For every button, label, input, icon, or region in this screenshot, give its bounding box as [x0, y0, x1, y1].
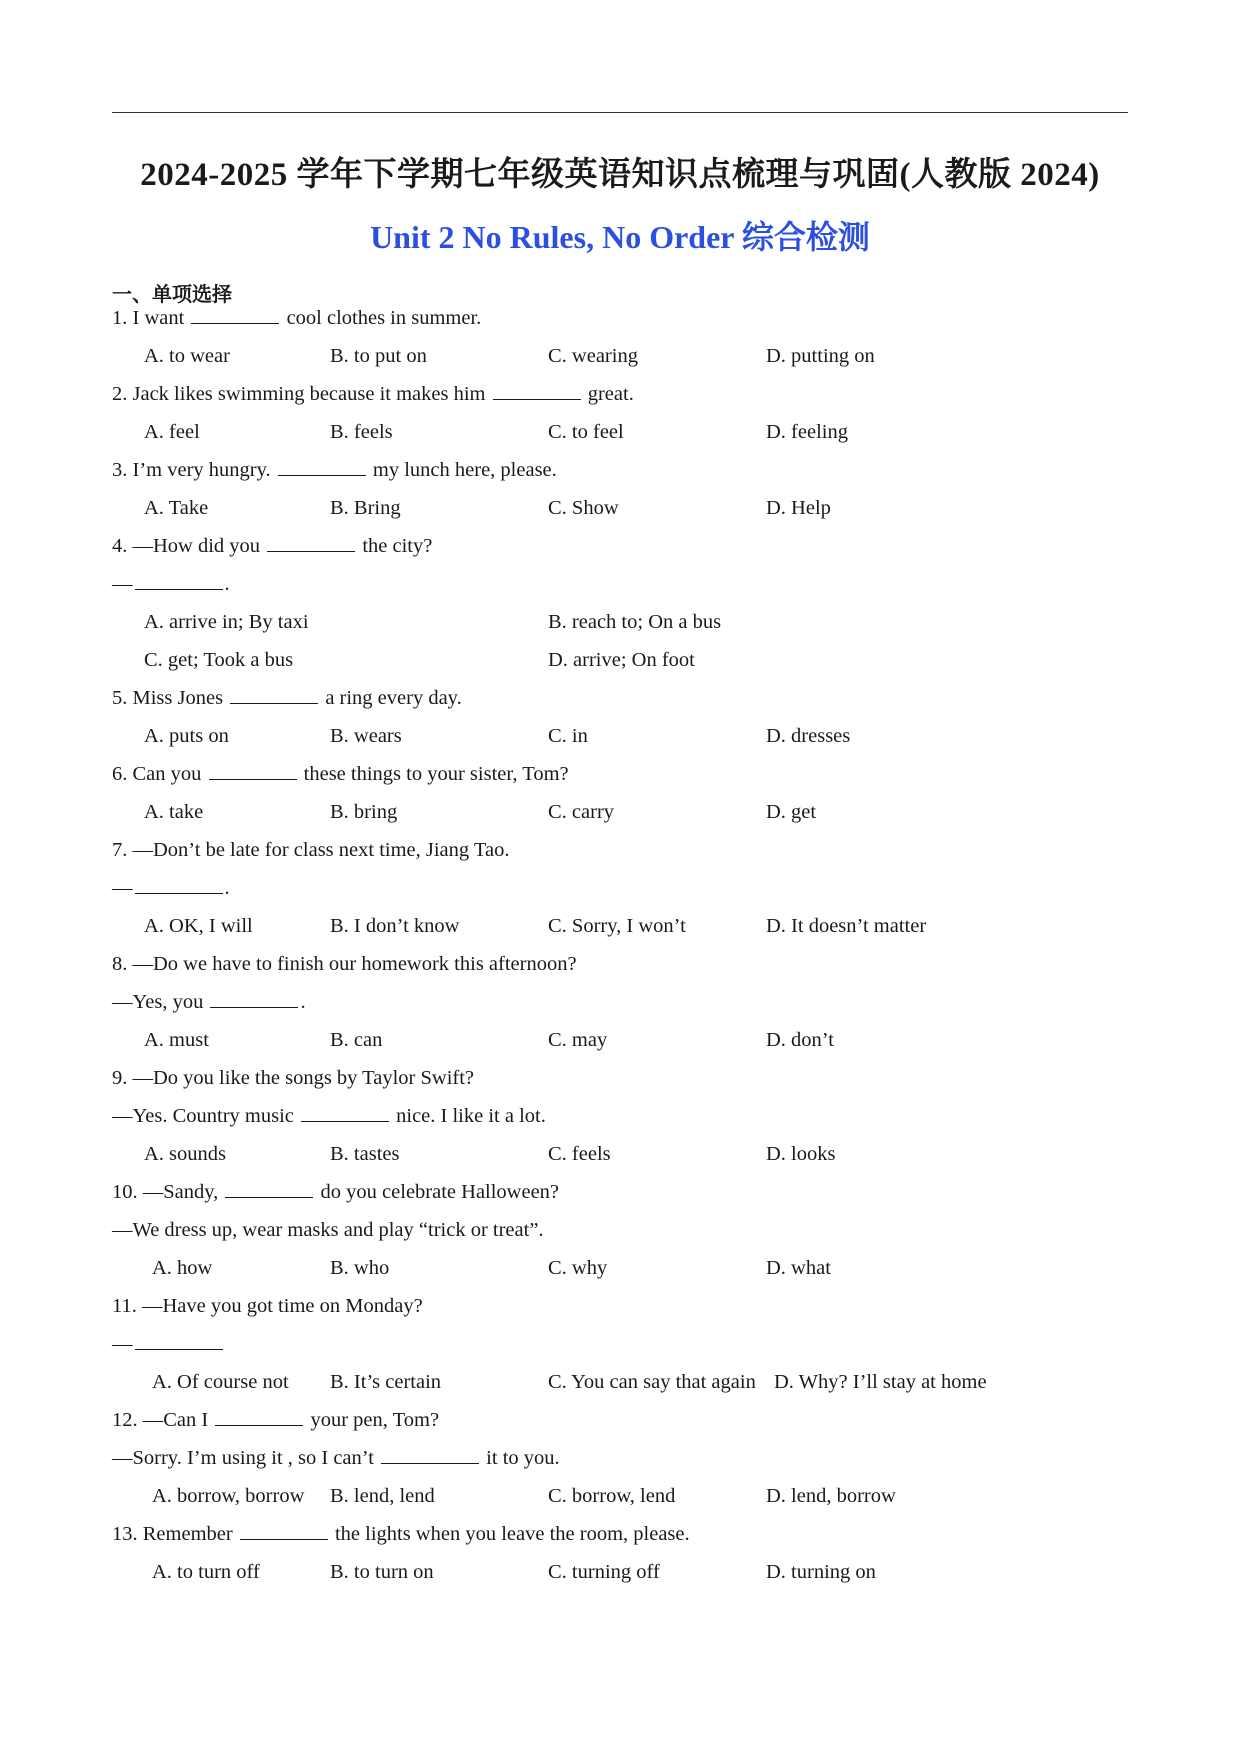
option-b: B. I don’t know — [330, 915, 460, 937]
question-stem: 8. —Do we have to finish our homework this afternoon? — [112, 953, 577, 975]
answer-blank — [135, 875, 223, 894]
answer-blank — [381, 1445, 479, 1464]
option-a: A. to turn off — [152, 1561, 260, 1583]
option-d: D. get — [766, 801, 817, 823]
option-a: A. feel — [144, 421, 200, 443]
answer-blank — [210, 989, 298, 1008]
section-title: 一、单项选择 — [112, 284, 232, 306]
page-subtitle: Unit 2 No Rules, No Order 综合检测 — [370, 219, 870, 255]
option-a: A. must — [144, 1029, 209, 1051]
option-a: A. Take — [144, 497, 209, 519]
answer-blank — [209, 761, 297, 780]
answer-blank — [135, 1331, 223, 1350]
option-d: D. putting on — [766, 345, 875, 367]
option-c: C. Show — [548, 497, 619, 519]
option-c: C. wearing — [548, 345, 638, 367]
answer-blank — [240, 1521, 328, 1540]
option-c: C. feels — [548, 1143, 611, 1165]
question-reply: —Sorry. I’m using it , so I can’t it to you. — [112, 1447, 560, 1469]
option-c: C. carry — [548, 801, 615, 823]
option-c: C. why — [548, 1257, 608, 1279]
option-d: D. don’t — [766, 1029, 834, 1051]
option-b: B. wears — [330, 725, 402, 747]
question-reply: — — [112, 1330, 225, 1358]
option-b: B. can — [330, 1029, 383, 1051]
option-c: C. get; Took a bus — [144, 649, 294, 671]
question-stem: 7. —Don’t be late for class next time, Jiang Tao. — [112, 839, 510, 861]
answer-blank — [215, 1407, 303, 1426]
question-stem: 11. —Have you got time on Monday? — [112, 1295, 423, 1317]
option-a: A. OK, I will — [144, 915, 253, 937]
option-b: B. lend, lend — [330, 1485, 435, 1507]
option-d: D. feeling — [766, 421, 848, 443]
question-reply: — . — [112, 877, 230, 899]
question-stem: 6. Can you these things to your sister, Tom? — [112, 763, 569, 785]
option-b: B. bring — [330, 801, 398, 823]
option-d: D. Why? I’ll stay at home — [774, 1371, 987, 1393]
question-stem: 3. I’m very hungry. my lunch here, please. — [112, 459, 557, 481]
option-b: B. who — [330, 1257, 390, 1279]
option-d: D. lend, borrow — [766, 1485, 896, 1507]
question-reply: — . — [112, 573, 230, 595]
question-stem: 2. Jack likes swimming because it makes him great. — [112, 383, 634, 405]
option-a: A. puts on — [144, 725, 229, 747]
option-a: A. to wear — [144, 345, 230, 367]
option-d: D. dresses — [766, 725, 851, 747]
answer-blank — [278, 457, 366, 476]
option-d: D. what — [766, 1257, 831, 1279]
option-d: D. It doesn’t matter — [766, 915, 927, 937]
option-a: A. sounds — [144, 1143, 227, 1165]
option-b: B. to put on — [330, 345, 427, 367]
page-title: 2024-2025 学年下学期七年级英语知识点梳理与巩固(人教版 2024) — [140, 157, 1100, 193]
option-a: A. arrive in; By taxi — [144, 611, 309, 633]
question-stem: 5. Miss Jones a ring every day. — [112, 687, 462, 709]
option-b: B. reach to; On a bus — [548, 611, 722, 633]
option-b: B. to turn on — [330, 1561, 434, 1583]
option-a: A. borrow, borrow — [152, 1485, 305, 1507]
question-stem: 9. —Do you like the songs by Taylor Swift? — [112, 1067, 475, 1089]
question-reply: —Yes. Country music nice. I like it a lot. — [112, 1105, 546, 1127]
question-stem: 13. Remember the lights when you leave the room, please. — [112, 1523, 690, 1545]
option-a: A. Of course not — [152, 1371, 289, 1393]
option-d: D. Help — [766, 497, 831, 519]
answer-blank — [135, 571, 223, 590]
question-reply: —We dress up, wear masks and play “trick or treat”. — [112, 1219, 544, 1241]
question-stem: 1. I want cool clothes in summer. — [112, 307, 482, 329]
option-c: C. turning off — [548, 1561, 660, 1583]
option-d: D. arrive; On foot — [548, 649, 695, 671]
option-c: C. You can say that again — [548, 1371, 756, 1393]
option-c: C. may — [548, 1029, 608, 1051]
answer-blank — [267, 533, 355, 552]
option-d: D. turning on — [766, 1561, 876, 1583]
option-b: B. tastes — [330, 1143, 400, 1165]
question-stem: 10. —Sandy, do you celebrate Halloween? — [112, 1181, 560, 1203]
question-stem: 4. —How did you the city? — [112, 535, 433, 557]
option-b: B. Bring — [330, 497, 401, 519]
option-c: C. to feel — [548, 421, 624, 443]
option-d: D. looks — [766, 1143, 836, 1165]
answer-blank — [225, 1179, 313, 1198]
option-a: A. how — [152, 1257, 213, 1279]
option-b: B. It’s certain — [330, 1371, 442, 1393]
question-stem: 12. —Can I your pen, Tom? — [112, 1409, 440, 1431]
answer-blank — [493, 381, 581, 400]
answer-blank — [301, 1103, 389, 1122]
option-a: A. take — [144, 801, 204, 823]
option-c: C. borrow, lend — [548, 1485, 676, 1507]
option-c: C. in — [548, 725, 588, 747]
answer-blank — [230, 685, 318, 704]
question-reply: —Yes, you . — [112, 991, 306, 1013]
option-c: C. Sorry, I won’t — [548, 915, 686, 937]
answer-blank — [191, 305, 279, 324]
header-rule — [112, 112, 1128, 113]
option-b: B. feels — [330, 421, 393, 443]
